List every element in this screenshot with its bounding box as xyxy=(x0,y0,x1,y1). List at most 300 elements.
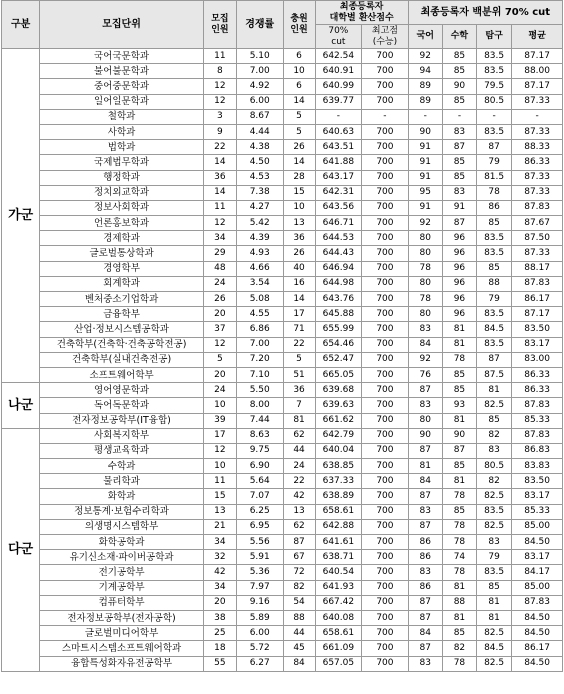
table-row xyxy=(2,276,563,291)
average-cell: 86.33 xyxy=(512,383,563,398)
inquiry-cell: 81 xyxy=(477,595,512,610)
competition-cell: 7.07 xyxy=(236,489,283,504)
average-cell: 88.00 xyxy=(512,64,563,79)
unit-cell: 언론홍보학과 xyxy=(40,216,204,231)
cut70-cell: 643.51 xyxy=(315,140,362,155)
filled-cell: 5 xyxy=(283,352,315,367)
cut70-cell: 658.61 xyxy=(315,626,362,641)
cut70-cell: 638.71 xyxy=(315,550,362,565)
inquiry-cell: 82.5 xyxy=(477,519,512,534)
unit-cell: 금융학부 xyxy=(40,307,204,322)
filled-cell: 14 xyxy=(283,155,315,170)
filled-cell: 10 xyxy=(283,200,315,215)
average-cell: 87.17 xyxy=(512,307,563,322)
max-score-cell: 700 xyxy=(362,185,409,200)
cut70-cell: 658.61 xyxy=(315,504,362,519)
header-group: 구분 xyxy=(2,1,40,49)
cut70-cell: 642.79 xyxy=(315,428,362,443)
quota-cell: 11 xyxy=(203,49,236,64)
table-row xyxy=(2,641,563,656)
average-cell: 86.33 xyxy=(512,367,563,382)
header-inquiry: 탐구 xyxy=(477,25,512,49)
quota-cell: 12 xyxy=(203,216,236,231)
competition-cell: 7.00 xyxy=(236,337,283,352)
max-score-cell: 700 xyxy=(362,231,409,246)
max-score-cell: 700 xyxy=(362,595,409,610)
competition-cell: 6.86 xyxy=(236,322,283,337)
quota-cell: 10 xyxy=(203,459,236,474)
math-cell: 85 xyxy=(442,504,476,519)
quota-cell: 34 xyxy=(203,535,236,550)
unit-cell: 사학과 xyxy=(40,124,204,139)
cut70-cell: 640.54 xyxy=(315,565,362,580)
competition-cell: 9.75 xyxy=(236,443,283,458)
table-row xyxy=(2,504,563,519)
table-row xyxy=(2,337,563,352)
cut70-cell: 665.05 xyxy=(315,367,362,382)
unit-cell: 평생교육학과 xyxy=(40,443,204,458)
korean-cell: 80 xyxy=(408,231,442,246)
competition-cell: 4.92 xyxy=(236,79,283,94)
max-score-cell: 700 xyxy=(362,626,409,641)
average-cell: 84.50 xyxy=(512,626,563,641)
korean-cell: 83 xyxy=(408,656,442,671)
competition-cell: 8.00 xyxy=(236,398,283,413)
unit-cell: 물리학과 xyxy=(40,474,204,489)
inquiry-cell: 82.5 xyxy=(477,626,512,641)
max-score-cell: 700 xyxy=(362,292,409,307)
cut70-cell: 655.99 xyxy=(315,322,362,337)
unit-cell: 산업·정보시스템공학과 xyxy=(40,322,204,337)
filled-cell: 17 xyxy=(283,307,315,322)
filled-cell: 36 xyxy=(283,231,315,246)
average-cell: 84.50 xyxy=(512,610,563,625)
table-row xyxy=(2,398,563,413)
average-cell: 83.17 xyxy=(512,489,563,504)
cut70-cell: 639.68 xyxy=(315,383,362,398)
cut70-cell: 644.43 xyxy=(315,246,362,261)
math-cell: 85 xyxy=(442,459,476,474)
filled-cell: 81 xyxy=(283,413,315,428)
table-row xyxy=(2,489,563,504)
table-row xyxy=(2,292,563,307)
max-score-cell: 700 xyxy=(362,550,409,565)
filled-cell: 22 xyxy=(283,474,315,489)
average-cell: 86.33 xyxy=(512,155,563,170)
table-row xyxy=(2,443,563,458)
filled-cell: 5 xyxy=(283,109,315,124)
inquiry-cell: 80.5 xyxy=(477,94,512,109)
filled-cell: 6 xyxy=(283,49,315,64)
filled-cell: 28 xyxy=(283,170,315,185)
korean-cell: 87 xyxy=(408,383,442,398)
quota-cell: 12 xyxy=(203,337,236,352)
unit-cell: 건축학부(실내건축전공) xyxy=(40,352,204,367)
competition-cell: 8.63 xyxy=(236,428,283,443)
competition-cell: 6.00 xyxy=(236,94,283,109)
korean-cell: 92 xyxy=(408,352,442,367)
korean-cell: 90 xyxy=(408,124,442,139)
competition-cell: 5.89 xyxy=(236,610,283,625)
cut70-cell: 641.93 xyxy=(315,580,362,595)
korean-cell: 91 xyxy=(408,170,442,185)
competition-cell: 4.39 xyxy=(236,231,283,246)
quota-cell: 15 xyxy=(203,489,236,504)
korean-cell: 83 xyxy=(408,322,442,337)
korean-cell: 83 xyxy=(408,504,442,519)
table-row xyxy=(2,595,563,610)
competition-cell: 5.72 xyxy=(236,641,283,656)
competition-cell: 3.54 xyxy=(236,276,283,291)
average-cell: 87.50 xyxy=(512,231,563,246)
table-row xyxy=(2,109,563,124)
unit-cell: 건축학부(건축학·건축공학전공) xyxy=(40,337,204,352)
average-cell: 87.33 xyxy=(512,246,563,261)
inquiry-cell: 82.5 xyxy=(477,489,512,504)
table-row xyxy=(2,261,563,276)
filled-cell: 88 xyxy=(283,610,315,625)
inquiry-cell: - xyxy=(477,109,512,124)
inquiry-cell: 83.5 xyxy=(477,337,512,352)
unit-cell: 국제법무학과 xyxy=(40,155,204,170)
math-cell: - xyxy=(442,109,476,124)
math-cell: 78 xyxy=(442,535,476,550)
quota-cell: 12 xyxy=(203,443,236,458)
inquiry-cell: 83.5 xyxy=(477,124,512,139)
inquiry-cell: 85 xyxy=(477,261,512,276)
math-cell: 81 xyxy=(442,474,476,489)
korean-cell: 87 xyxy=(408,595,442,610)
quota-cell: 39 xyxy=(203,413,236,428)
unit-cell: 화학공학과 xyxy=(40,535,204,550)
cut70-cell: 642.31 xyxy=(315,185,362,200)
unit-cell: 기계공학부 xyxy=(40,580,204,595)
filled-cell: 10 xyxy=(283,64,315,79)
table-row xyxy=(2,352,563,367)
average-cell: 87.33 xyxy=(512,94,563,109)
average-cell: 83.50 xyxy=(512,322,563,337)
inquiry-cell: 83.5 xyxy=(477,504,512,519)
max-score-cell: 700 xyxy=(362,246,409,261)
inquiry-cell: 82.5 xyxy=(477,656,512,671)
unit-cell: 정치외교학과 xyxy=(40,185,204,200)
filled-cell: 22 xyxy=(283,337,315,352)
quota-cell: 24 xyxy=(203,383,236,398)
math-cell: 81 xyxy=(442,610,476,625)
group-label: 다군 xyxy=(2,428,40,671)
korean-cell: 92 xyxy=(408,216,442,231)
table-row xyxy=(2,565,563,580)
math-cell: 96 xyxy=(442,307,476,322)
korean-cell: 81 xyxy=(408,459,442,474)
competition-cell: 5.50 xyxy=(236,383,283,398)
quota-cell: 34 xyxy=(203,580,236,595)
average-cell: 83.17 xyxy=(512,337,563,352)
average-cell: 87.67 xyxy=(512,216,563,231)
average-cell: 87.33 xyxy=(512,170,563,185)
quota-cell: 14 xyxy=(203,155,236,170)
quota-cell: 12 xyxy=(203,94,236,109)
average-cell: 83.50 xyxy=(512,474,563,489)
competition-cell: 6.95 xyxy=(236,519,283,534)
competition-cell: 6.00 xyxy=(236,626,283,641)
max-score-cell: 700 xyxy=(362,519,409,534)
header-converted-score: 최종등록자 대학별 환산점수 xyxy=(315,1,408,25)
filled-cell: 51 xyxy=(283,367,315,382)
quota-cell: 14 xyxy=(203,185,236,200)
max-score-cell: - xyxy=(362,109,409,124)
unit-cell: 컴퓨터학부 xyxy=(40,595,204,610)
filled-cell: 84 xyxy=(283,656,315,671)
quota-cell: 11 xyxy=(203,200,236,215)
unit-cell: 수학과 xyxy=(40,459,204,474)
inquiry-cell: 83 xyxy=(477,443,512,458)
quota-cell: 13 xyxy=(203,504,236,519)
korean-cell: 87 xyxy=(408,443,442,458)
max-score-cell: 700 xyxy=(362,656,409,671)
quota-cell: 32 xyxy=(203,550,236,565)
competition-cell: 7.38 xyxy=(236,185,283,200)
table-row xyxy=(2,231,563,246)
average-cell: 87.17 xyxy=(512,79,563,94)
math-cell: 85 xyxy=(442,155,476,170)
filled-cell: 26 xyxy=(283,140,315,155)
math-cell: 85 xyxy=(442,626,476,641)
table-row xyxy=(2,535,563,550)
filled-cell: 54 xyxy=(283,595,315,610)
unit-cell: 영어영문학과 xyxy=(40,383,204,398)
inquiry-cell: 83.5 xyxy=(477,246,512,261)
math-cell: 83 xyxy=(442,124,476,139)
korean-cell: 76 xyxy=(408,367,442,382)
inquiry-cell: 84.5 xyxy=(477,641,512,656)
unit-cell: 경영학부 xyxy=(40,261,204,276)
cut70-cell: 640.91 xyxy=(315,64,362,79)
unit-cell: 회계학과 xyxy=(40,276,204,291)
max-score-cell: 700 xyxy=(362,337,409,352)
average-cell: 87.33 xyxy=(512,124,563,139)
cut70-cell: 640.63 xyxy=(315,124,362,139)
inquiry-cell: 81.5 xyxy=(477,170,512,185)
average-cell: 87.83 xyxy=(512,398,563,413)
max-score-cell: 700 xyxy=(362,610,409,625)
table-row xyxy=(2,94,563,109)
average-cell: 88.33 xyxy=(512,140,563,155)
korean-cell: 84 xyxy=(408,474,442,489)
max-score-cell: 700 xyxy=(362,443,409,458)
competition-cell: 7.97 xyxy=(236,580,283,595)
filled-cell: 87 xyxy=(283,535,315,550)
unit-cell: 벤처중소기업학과 xyxy=(40,292,204,307)
header-cut70: 70% cut xyxy=(315,25,362,49)
admission-results-table xyxy=(1,0,563,672)
math-cell: 78 xyxy=(442,352,476,367)
korean-cell: 95 xyxy=(408,185,442,200)
average-cell: 87.83 xyxy=(512,200,563,215)
average-cell: 84.50 xyxy=(512,656,563,671)
competition-cell: 4.55 xyxy=(236,307,283,322)
table-row xyxy=(2,185,563,200)
average-cell: 87.83 xyxy=(512,595,563,610)
quota-cell: 20 xyxy=(203,595,236,610)
math-cell: 78 xyxy=(442,489,476,504)
korean-cell: 78 xyxy=(408,261,442,276)
max-score-cell: 700 xyxy=(362,307,409,322)
quota-cell: 21 xyxy=(203,519,236,534)
math-cell: 96 xyxy=(442,231,476,246)
inquiry-cell: 87 xyxy=(477,140,512,155)
inquiry-cell: 87 xyxy=(477,352,512,367)
max-score-cell: 700 xyxy=(362,200,409,215)
cut70-cell: 640.04 xyxy=(315,443,362,458)
korean-cell: 87 xyxy=(408,489,442,504)
average-cell: 84.17 xyxy=(512,565,563,580)
math-cell: 91 xyxy=(442,200,476,215)
inquiry-cell: 84.5 xyxy=(477,322,512,337)
unit-cell: 행정학과 xyxy=(40,170,204,185)
cut70-cell: 652.47 xyxy=(315,352,362,367)
unit-cell: 글로벌미디어학부 xyxy=(40,626,204,641)
inquiry-cell: 81 xyxy=(477,610,512,625)
filled-cell: 71 xyxy=(283,322,315,337)
table-row xyxy=(2,64,563,79)
unit-cell: 융합특성화자유전공학부 xyxy=(40,656,204,671)
cut70-cell: 640.99 xyxy=(315,79,362,94)
korean-cell: 86 xyxy=(408,580,442,595)
table-row xyxy=(2,79,563,94)
math-cell: 96 xyxy=(442,276,476,291)
filled-cell: 26 xyxy=(283,246,315,261)
header-competition: 경쟁률 xyxy=(236,1,283,49)
max-score-cell: 700 xyxy=(362,216,409,231)
cut70-cell: 642.54 xyxy=(315,49,362,64)
table-row xyxy=(2,322,563,337)
competition-cell: 9.16 xyxy=(236,595,283,610)
cut70-cell: 657.05 xyxy=(315,656,362,671)
cut70-cell: 641.61 xyxy=(315,535,362,550)
quota-cell: 10 xyxy=(203,398,236,413)
table-row xyxy=(2,459,563,474)
quota-cell: 20 xyxy=(203,307,236,322)
table-row xyxy=(2,428,563,443)
math-cell: 85 xyxy=(442,367,476,382)
unit-cell: 경제학과 xyxy=(40,231,204,246)
korean-cell: 92 xyxy=(408,49,442,64)
competition-cell: 4.93 xyxy=(236,246,283,261)
average-cell: - xyxy=(512,109,563,124)
inquiry-cell: 82.5 xyxy=(477,398,512,413)
math-cell: 74 xyxy=(442,550,476,565)
filled-cell: 13 xyxy=(283,216,315,231)
cut70-cell: 643.76 xyxy=(315,292,362,307)
cut70-cell: 645.88 xyxy=(315,307,362,322)
filled-cell: 72 xyxy=(283,565,315,580)
filled-cell: 36 xyxy=(283,383,315,398)
header-average: 평균 xyxy=(512,25,563,49)
unit-cell: 일어일문학과 xyxy=(40,94,204,109)
korean-cell: 83 xyxy=(408,565,442,580)
inquiry-cell: 79 xyxy=(477,550,512,565)
unit-cell: 화학과 xyxy=(40,489,204,504)
max-score-cell: 700 xyxy=(362,322,409,337)
max-score-cell: 700 xyxy=(362,352,409,367)
math-cell: 81 xyxy=(442,322,476,337)
cut70-cell: 661.62 xyxy=(315,413,362,428)
korean-cell: 89 xyxy=(408,79,442,94)
math-cell: 85 xyxy=(442,383,476,398)
max-score-cell: 700 xyxy=(362,94,409,109)
max-score-cell: 700 xyxy=(362,261,409,276)
math-cell: 83 xyxy=(442,185,476,200)
cut70-cell: 639.77 xyxy=(315,94,362,109)
filled-cell: 67 xyxy=(283,550,315,565)
korean-cell: 87 xyxy=(408,519,442,534)
competition-cell: 6.90 xyxy=(236,459,283,474)
competition-cell: 6.27 xyxy=(236,656,283,671)
filled-cell: 15 xyxy=(283,185,315,200)
average-cell: 85.00 xyxy=(512,519,563,534)
table-row xyxy=(2,155,563,170)
filled-cell: 44 xyxy=(283,443,315,458)
competition-cell: 4.44 xyxy=(236,124,283,139)
cut70-cell: 641.88 xyxy=(315,155,362,170)
math-cell: 85 xyxy=(442,170,476,185)
quota-cell: 26 xyxy=(203,292,236,307)
table-row xyxy=(2,140,563,155)
table-row xyxy=(2,519,563,534)
math-cell: 85 xyxy=(442,64,476,79)
competition-cell: 7.20 xyxy=(236,352,283,367)
max-score-cell: 700 xyxy=(362,398,409,413)
quota-cell: 34 xyxy=(203,231,236,246)
max-score-cell: 700 xyxy=(362,49,409,64)
table-row xyxy=(2,656,563,671)
math-cell: 87 xyxy=(442,140,476,155)
table-row xyxy=(2,216,563,231)
inquiry-cell: 85 xyxy=(477,216,512,231)
competition-cell: 7.10 xyxy=(236,367,283,382)
korean-cell: 80 xyxy=(408,413,442,428)
korean-cell: 91 xyxy=(408,155,442,170)
filled-cell: 44 xyxy=(283,626,315,641)
filled-cell: 82 xyxy=(283,580,315,595)
competition-cell: 5.42 xyxy=(236,216,283,231)
table-row xyxy=(2,550,563,565)
quota-cell: 17 xyxy=(203,428,236,443)
cut70-cell: 661.09 xyxy=(315,641,362,656)
max-score-cell: 700 xyxy=(362,428,409,443)
math-cell: 78 xyxy=(442,519,476,534)
unit-cell: 전자정보공학부(IT융합) xyxy=(40,413,204,428)
unit-cell: 법학과 xyxy=(40,140,204,155)
max-score-cell: 700 xyxy=(362,170,409,185)
filled-cell: 62 xyxy=(283,519,315,534)
cut70-cell: 637.33 xyxy=(315,474,362,489)
average-cell: 87.17 xyxy=(512,49,563,64)
competition-cell: 5.91 xyxy=(236,550,283,565)
table-row xyxy=(2,474,563,489)
math-cell: 81 xyxy=(442,580,476,595)
korean-cell: 89 xyxy=(408,94,442,109)
math-cell: 96 xyxy=(442,261,476,276)
math-cell: 90 xyxy=(442,428,476,443)
quota-cell: 18 xyxy=(203,641,236,656)
cut70-cell: 644.53 xyxy=(315,231,362,246)
korean-cell: 83 xyxy=(408,398,442,413)
math-cell: 81 xyxy=(442,413,476,428)
average-cell: 87.83 xyxy=(512,276,563,291)
inquiry-cell: 79.5 xyxy=(477,79,512,94)
